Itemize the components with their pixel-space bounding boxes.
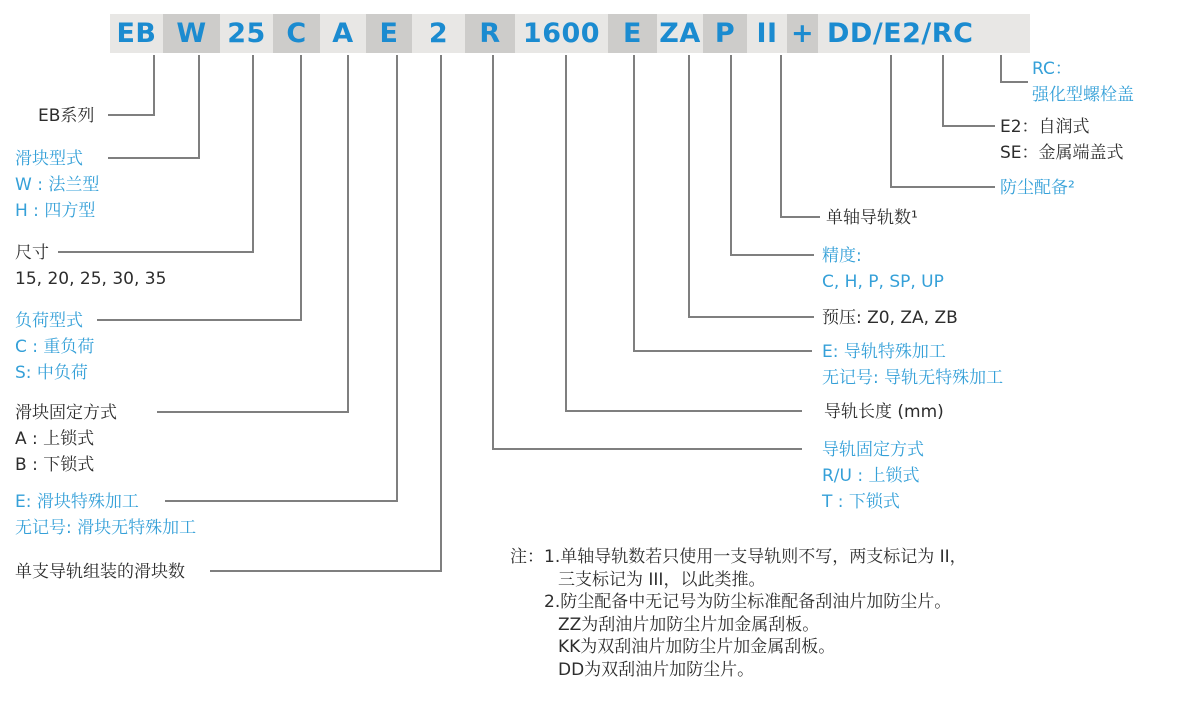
connector-horizontal-block-type [108, 157, 200, 159]
code-segment-DD/E2/RC: DD/E2/RC [818, 14, 1030, 53]
label-size-line: 15, 20, 25, 30, 35 [15, 269, 167, 289]
label-load-type-line: 负荷型式 [15, 311, 83, 331]
label-rail-mounting-line: R/U : 上锁式 [822, 466, 920, 486]
label-rail-special-machining-line: 无记号: 导轨无特殊加工 [822, 368, 1004, 388]
label-dust-protection [1000, 175, 1075, 201]
connector-horizontal-preload [688, 316, 814, 318]
label-series [38, 103, 94, 129]
connector-vertical-self-lubrication [942, 55, 944, 127]
label-block-type [15, 146, 99, 224]
connector-vertical-series [153, 55, 155, 116]
label-block-special-machining-line: 无记号: 滑块无特殊加工 [15, 518, 197, 538]
code-segment-R: R [465, 14, 515, 53]
note-line: ZZ为刮油片加防尘片加金属刮板。 [558, 614, 820, 635]
code-segment-EB: EB [110, 14, 163, 53]
notes-lines [544, 546, 967, 681]
label-dust-protection-line: 防尘配备² [1000, 178, 1075, 198]
connector-vertical-dust-protection [890, 55, 892, 188]
label-self-lubrication [1000, 114, 1124, 166]
label-rail-mounting [822, 437, 924, 515]
label-rail-mounting-line: 导轨固定方式 [822, 440, 924, 460]
label-blocks-per-rail-line: 单支导轨组装的滑块数 [15, 562, 185, 582]
connector-horizontal-rail-special-machining [633, 350, 812, 352]
connector-vertical-blocks-per-rail [440, 55, 442, 572]
connector-horizontal-accuracy [730, 254, 814, 256]
label-preload-line: 预压: Z0, ZA, ZB [822, 308, 958, 328]
connector-vertical-load-type [300, 55, 302, 321]
code-segment-A: A [320, 14, 366, 53]
connector-horizontal-series [108, 114, 155, 116]
label-rails-per-axis [826, 205, 918, 231]
label-block-type-line: H : 四方型 [15, 201, 96, 221]
label-preload [822, 305, 958, 331]
connector-vertical-block-mounting [347, 55, 349, 413]
label-rail-special-machining [822, 339, 1003, 391]
connector-vertical-rails-per-axis [780, 55, 782, 218]
connector-vertical-accuracy [730, 55, 732, 256]
label-accuracy-line: 精度: [822, 246, 862, 266]
code-segment-W: W [163, 14, 220, 53]
connector-vertical-preload [688, 55, 690, 318]
label-load-type [15, 308, 94, 386]
label-reinforced-cap [1032, 56, 1134, 108]
label-block-mounting-line: A : 上锁式 [15, 429, 95, 449]
label-blocks-per-rail [15, 559, 185, 585]
label-rail-mounting-line: T : 下锁式 [822, 492, 900, 512]
connector-horizontal-rails-per-axis [780, 216, 820, 218]
code-segment-P: P [703, 14, 747, 53]
connector-horizontal-rail-mounting [492, 448, 802, 450]
notes-block [510, 546, 967, 681]
label-reinforced-cap-line: RC： [1032, 59, 1072, 79]
label-block-mounting-line: 滑块固定方式 [15, 403, 117, 423]
label-block-mounting [15, 400, 117, 478]
code-segment-E: E [366, 14, 412, 53]
connector-horizontal-block-mounting [157, 411, 349, 413]
label-self-lubrication-line: SE：金属端盖式 [1000, 143, 1124, 163]
code-segment-ZA: ZA [657, 14, 703, 53]
connector-vertical-rail-special-machining [633, 55, 635, 352]
code-segment-25: 25 [220, 14, 273, 53]
label-rail-length [824, 399, 944, 425]
label-size-line: 尺寸 [15, 243, 49, 263]
connector-vertical-size [252, 55, 254, 253]
label-load-type-line: S: 中负荷 [15, 363, 88, 383]
connector-vertical-block-special-machining [396, 55, 398, 502]
label-block-special-machining-line: E: 滑块特殊加工 [15, 492, 139, 512]
label-rail-length-line: 导轨长度 (mm) [824, 402, 944, 422]
code-segment-C: C [273, 14, 320, 53]
label-block-type-line: 滑块型式 [15, 149, 83, 169]
connector-horizontal-blocks-per-rail [210, 570, 442, 572]
label-size [15, 240, 166, 292]
label-block-special-machining [15, 489, 196, 541]
note-line: 三支标记为 III，以此类推。 [558, 569, 766, 590]
connector-horizontal-load-type [97, 319, 302, 321]
code-segment-2: 2 [412, 14, 465, 53]
code-segment-1600: 1600 [515, 14, 608, 53]
label-self-lubrication-line: E2：自润式 [1000, 117, 1090, 137]
note-line: DD为双刮油片加防尘片。 [558, 659, 755, 680]
notes-prefix: 注： [510, 547, 544, 567]
label-accuracy [822, 243, 944, 295]
label-reinforced-cap-line: 强化型螺栓盖 [1032, 85, 1134, 105]
connector-horizontal-reinforced-cap [1000, 81, 1028, 83]
label-block-mounting-line: B : 下锁式 [15, 455, 95, 475]
connector-horizontal-block-special-machining [165, 500, 398, 502]
label-load-type-line: C : 重负荷 [15, 337, 95, 357]
label-rails-per-axis-line: 单轴导轨数¹ [826, 208, 918, 228]
note-line: 2.防尘配备中无记号为防尘标准配备刮油片加防尘片。 [544, 592, 952, 612]
connector-horizontal-rail-length [565, 410, 802, 412]
note-line: 1.单轴导轨数若只使用一支导轨则不写，两支标记为 II， [544, 547, 967, 567]
note-line: KK为双刮油片加防尘片加金属刮板。 [558, 637, 836, 657]
code-segment-II: II [747, 14, 787, 53]
connector-horizontal-dust-protection [890, 186, 995, 188]
connector-vertical-rail-mounting [492, 55, 494, 450]
part-number-bar [0, 0, 1200, 60]
label-accuracy-line: C, H, P, SP, UP [822, 272, 944, 292]
code-segment-+: + [787, 14, 818, 53]
label-rail-special-machining-line: E: 导轨特殊加工 [822, 342, 946, 362]
code-segment-E: E [608, 14, 657, 53]
label-series-line: EB系列 [38, 106, 95, 126]
connector-horizontal-self-lubrication [942, 125, 995, 127]
label-block-type-line: W : 法兰型 [15, 175, 100, 195]
connector-vertical-block-type [198, 55, 200, 159]
connector-vertical-rail-length [565, 55, 567, 412]
connector-vertical-reinforced-cap [1000, 55, 1002, 83]
